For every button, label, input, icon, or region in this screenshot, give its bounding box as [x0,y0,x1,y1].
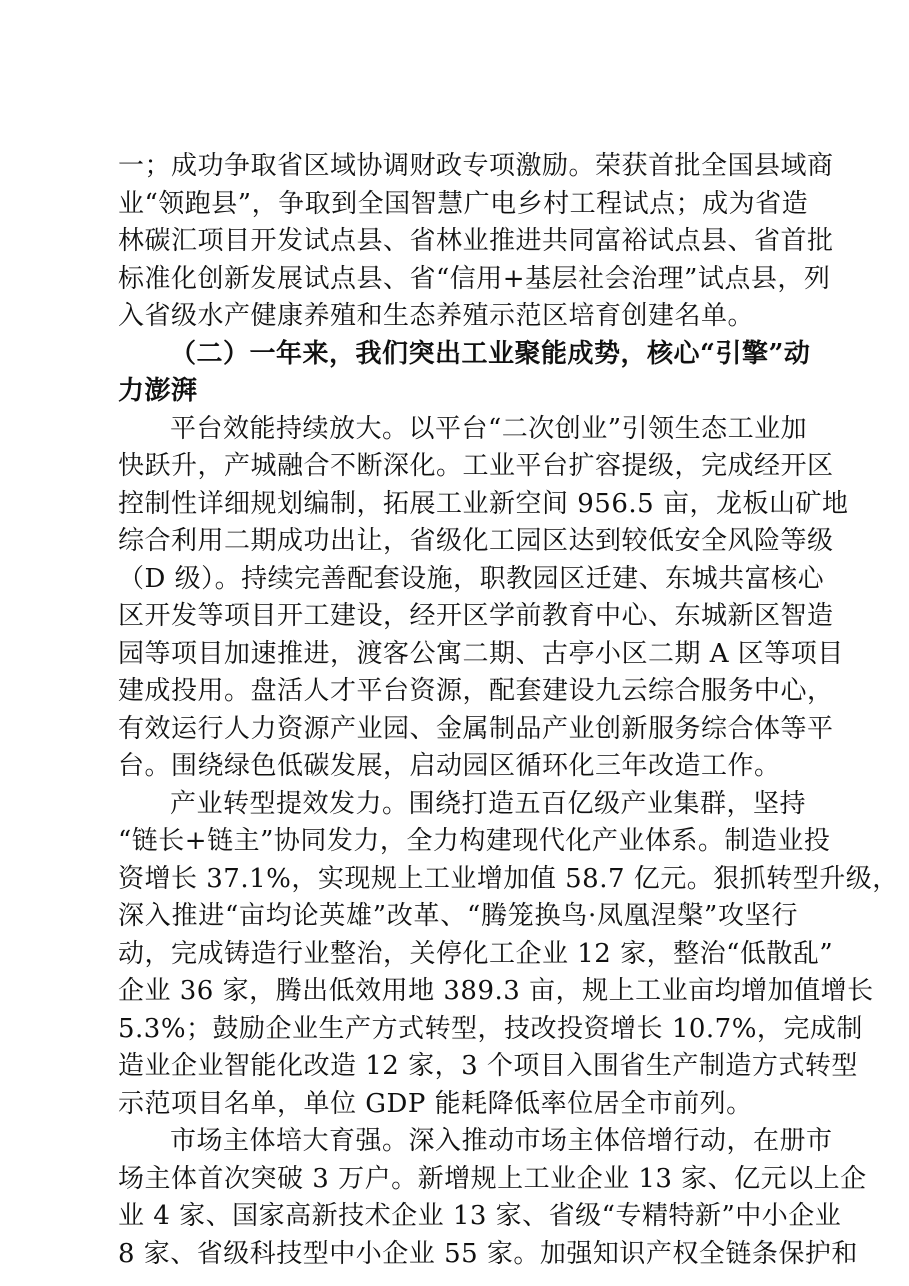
heading-line: 力澎湃 [118,376,198,406]
text-line: 控制性详细规划编制，拓展工业新空间 956.5 亩，龙板山矿地 [118,488,849,519]
text-line: 一；成功争取省区域协调财政专项激励。荣获首批全国县域商 [118,151,834,181]
text-line: 平台效能持续放大。以平台“二次创业”引领生态工业加 [170,413,808,444]
text-line: 园等项目加速推进，渡客公寓二期、古亭小区二期 A 区等项目 [118,638,844,669]
text-line: 造业企业智能化改造 12 家，3 个项目入围省生产制造方式转型 [118,1051,858,1081]
text-line: 8 家、省级科技型中小企业 55 家。加强知识产权全链条保护和 [118,1238,858,1269]
text-line: 综合利用二期成功出让，省级化工园区达到较低安全风险等级 [118,526,834,556]
paragraph-market [118,1123,867,1273]
text-line: 建成投用。盘活人才平台资源，配套建设九云综合服务中心， [118,676,834,706]
text-line: 5.3%；鼓励企业生产方式转型，技改投资增长 10.7%，完成制 [118,1013,863,1044]
text-line: 场主体首次突破 3 万户。新增规上工业企业 13 家、亿元以上企 [118,1163,867,1194]
section-heading [118,336,811,411]
heading-line: （二）一年来，我们突出工业聚能成势，核心“引擎”动 [170,338,811,369]
text-line: 产业转型提效发力。围绕打造五百亿级产业集群，坚持 [170,788,807,819]
text-line: 业“领跑县”，争取到全国智慧广电乡村工程试点；成为省造 [118,188,809,219]
paragraph-industry [118,786,899,1124]
text-line: “链长+链主”协同发力，全力构建现代化产业体系。制造业投 [118,826,831,856]
text-line: 资增长 37.1%，实现规上工业增加值 58.7 亿元。狠抓转型升级， [118,863,899,894]
text-line: 深入推进“亩均论英雄”改革、“腾笼换鸟·凤凰涅槃”攻坚行 [118,901,798,931]
paragraph-awards [118,148,834,336]
text-line: （D 级）。持续完善配套设施，职教园区迁建、东城共富核心 [118,563,825,594]
document-body [118,148,899,1273]
text-line: 企业 36 家，腾出低效用地 389.3 亩，规上工业亩均增加值增长 [118,976,874,1006]
text-line: 示范项目名单，单位 GDP 能耗降低率位居全市前列。 [118,1088,753,1119]
text-line: 市场主体培大育强。深入推动市场主体倍增行动，在册市 [170,1126,833,1156]
text-line: 有效运行人力资源产业园、金属制品产业创新服务综合体等平 [118,713,834,744]
text-line: 标准化创新发展试点县、省“信用+基层社会治理”试点县，列 [118,263,831,294]
text-line: 动，完成铸造行业整治，关停化工企业 12 家，整治“低散乱” [118,938,834,969]
text-line: 台。围绕绿色低碳发展，启动园区循环化三年改造工作。 [118,751,781,781]
paragraph-platform [118,411,849,786]
text-line: 业 4 家、国家高新技术企业 13 家、省级“专精特新”中小企业 [118,1201,842,1231]
text-line: 入省级水产健康养殖和生态养殖示范区培育创建名单。 [118,301,755,331]
text-line: 区开发等项目开工建设，经开区学前教育中心、东城新区智造 [118,601,834,631]
text-line: 林碳汇项目开发试点县、省林业推进共同富裕试点县、省首批 [118,226,834,256]
text-line: 快跃升，产城融合不断深化。工业平台扩容提级，完成经开区 [118,451,834,481]
